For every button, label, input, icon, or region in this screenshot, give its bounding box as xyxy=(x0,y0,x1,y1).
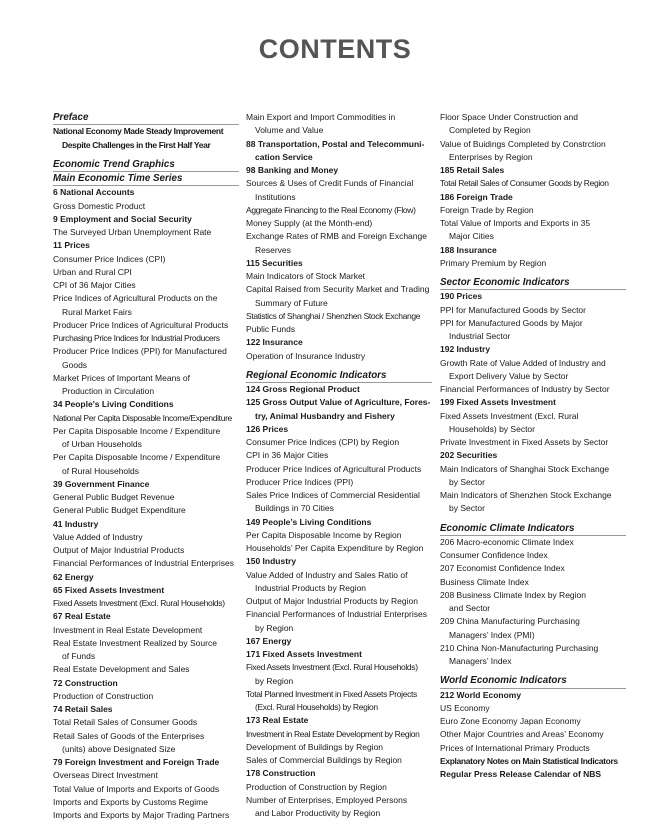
toc-entry: Growth Rate of Value Added of Industry and xyxy=(440,357,606,368)
toc-entry: Institutions xyxy=(255,191,296,202)
toc-entry: Investment in Real Estate Development xyxy=(53,624,203,635)
toc-entry: Retail Sales of Goods of the Enterprises xyxy=(53,730,205,741)
toc-entry: Public Funds xyxy=(246,324,296,334)
toc-chapter-entry: 62 Energy xyxy=(53,571,94,582)
toc-entry: Households’ Per Capita Expenditure by Region xyxy=(246,543,424,553)
toc-entry: Producer Price Indices of Agricultural Products xyxy=(53,319,229,330)
toc-entry: Value of Buidings Completed by Constrction xyxy=(440,138,606,149)
toc-entry: 210 China Non-Manufacturing Purchasing xyxy=(440,642,599,653)
toc-entry: Financial Performances of Industrial Enterprises xyxy=(246,609,427,620)
section-heading: Preface xyxy=(53,111,239,125)
toc-entry: Overseas Direct Investment xyxy=(53,770,158,781)
section-heading: Regional Economic Indicators xyxy=(246,369,432,383)
toc-entry: Financial Performances of Industrial Enterprises xyxy=(53,558,234,569)
toc-chapter-entry: 192 Industry xyxy=(440,344,491,355)
toc-entry: Producer Price Indices (PPI) xyxy=(246,476,354,487)
toc-entry: Capital Raised from Security Market and Trading xyxy=(246,284,430,295)
toc-entry: National Per Capita Disposable Income/Expenditure xyxy=(53,412,232,423)
toc-entry: Total Retail Sales of Consumer Goods by Region xyxy=(440,178,609,189)
toc-chapter-entry: 185 Retail Sales xyxy=(440,165,505,175)
toc-entry: 207 Economist Confidence Index xyxy=(440,563,565,574)
toc-entry: Export Delivery Value by Sector xyxy=(449,370,569,381)
toc-entry: General Public Budget Revenue xyxy=(53,492,175,502)
toc-entry: Primary Premium by Region xyxy=(440,257,547,268)
toc-entry: Investment in Real Estate Development by Region xyxy=(246,728,420,739)
toc-chapter-entry: Regular Press Release Calendar of NBS xyxy=(440,769,602,779)
toc-entry: 209 China Manufacturing Purchasing xyxy=(440,616,580,627)
toc-entry: of Funds xyxy=(62,651,96,661)
toc-chapter-entry: 11 Prices xyxy=(53,240,90,251)
toc-chapter-entry: 188 Insurance xyxy=(440,244,497,255)
toc-entry: Producer Price Indices (PPI) for Manufactured xyxy=(53,346,227,357)
toc-entry: (Excl. Rural Households) by Region xyxy=(255,702,378,712)
section-heading: World Economic Indicators xyxy=(440,674,626,688)
toc-entry: Main Indicators of Shenzhen Stock Exchange xyxy=(440,490,612,500)
toc-entry: and Labor Productivity by Region xyxy=(255,808,381,818)
toc-chapter-entry: 149 People’s Living Conditions xyxy=(246,516,372,527)
toc-entry: Imports and Exports by Major Trading Partners xyxy=(53,810,230,820)
toc-entry: Development of Buildings by Region xyxy=(246,741,384,752)
toc-entry: Exchange Rates of RMB and Foreign Exchange xyxy=(246,231,427,242)
toc-chapter-entry: 178 Construction xyxy=(246,768,316,779)
toc-entry: Industrial Products by Region xyxy=(255,582,367,593)
toc-entry: Consumer Confidence Index xyxy=(440,550,548,560)
toc-entry: General Public Budget Expenditure xyxy=(53,505,186,516)
toc-column-3 xyxy=(440,111,626,781)
toc-chapter-entry: 171 Fixed Assets Investment xyxy=(246,649,362,659)
toc-entry: CPI in 36 Major Cities xyxy=(246,450,329,461)
toc-entry: Fixed Assets Investment (Excl. Rural Households) xyxy=(246,662,418,673)
toc-entry: Production of Construction xyxy=(53,690,154,701)
toc-entry: The Surveyed Urban Unemployment Rate xyxy=(53,227,212,237)
toc-chapter-entry: 34 People’s Living Conditions xyxy=(53,399,174,410)
toc-chapter-entry: 115 Securities xyxy=(246,257,303,268)
toc-chapter-entry: 173 Real Estate xyxy=(246,715,309,726)
toc-chapter-entry: 167 Energy xyxy=(246,635,292,646)
toc-column-2 xyxy=(246,111,432,820)
toc-entry: by Sector xyxy=(449,503,485,514)
toc-chapter-entry: 126 Prices xyxy=(246,423,289,434)
section-heading: Economic Trend Graphics xyxy=(53,158,239,172)
toc-entry: Real Estate Investment Realized by Source xyxy=(53,637,217,648)
toc-entry: Euro Zone Economy Japan Economy xyxy=(440,716,581,726)
toc-entry: Foreign Trade by Region xyxy=(440,204,534,215)
toc-entry: Per Capita Disposable Income by Region xyxy=(246,529,402,540)
toc-chapter-entry: 124 Gross Regional Product xyxy=(246,384,360,394)
toc-chapter-entry: 98 Banking and Money xyxy=(246,165,339,175)
toc-entry: Urban and Rural CPI xyxy=(53,266,132,277)
toc-entry: Volume and Value xyxy=(255,125,324,136)
toc-entry: by Sector xyxy=(449,476,485,487)
toc-entry: (units) above Designated Size xyxy=(62,743,176,754)
toc-chapter-entry: 150 Industry xyxy=(246,556,297,567)
toc-chapter-entry: 199 Fixed Assets Investment xyxy=(440,397,556,408)
toc-entry: Number of Enterprises, Employed Persons xyxy=(246,794,408,805)
toc-chapter-entry: 190 Prices xyxy=(440,291,483,302)
toc-column-1 xyxy=(53,111,239,822)
toc-entry: CPI of 36 Major Cities xyxy=(53,280,136,290)
toc-entry: Households) by Sector xyxy=(449,423,535,434)
toc-entry: Total Value of Imports and Exports in 35 xyxy=(440,218,591,228)
toc-chapter-entry: 202 Securities xyxy=(440,450,498,461)
toc-entry: Real Estate Development and Sales xyxy=(53,664,190,675)
toc-entry: Sales of Commercial Buildings by Region xyxy=(246,755,402,765)
toc-entry: Production of Construction by Region xyxy=(246,781,387,792)
toc-entry: Per Capita Disposable Income / Expenditure xyxy=(53,452,221,463)
toc-entry: Sources & Uses of Credit Funds of Financial xyxy=(246,178,414,189)
toc-entry: by Region xyxy=(255,622,294,633)
toc-entry: 208 Business Climate Index by Region xyxy=(440,589,586,600)
toc-entry: Sales Price Indices of Commercial Residential xyxy=(246,490,420,500)
section-heading: Main Economic Time Series xyxy=(53,172,239,186)
toc-entry: Fixed Assets Investment (Excl. Rural Households) xyxy=(53,598,225,608)
toc-entry: Buildings in 70 Cities xyxy=(255,503,334,514)
toc-entry: Market Prices of Important Means of xyxy=(53,372,190,383)
toc-entry: Enterprises by Region xyxy=(449,151,533,162)
toc-entry: of Urban Households xyxy=(62,439,142,449)
toc-entry: PPI for Manufactured Goods by Sector xyxy=(440,304,586,315)
toc-entry: PPI for Manufactured Goods by Major xyxy=(440,317,583,328)
toc-entry: Operation of Insurance Industry xyxy=(246,350,366,361)
toc-entry: Money Supply (at the Month-end) xyxy=(246,218,373,228)
toc-chapter-entry: 74 Retail Sales xyxy=(53,704,113,714)
toc-chapter-entry: Explanatory Notes on Main Statistical Indicators xyxy=(440,755,618,766)
toc-chapter-entry: try, Animal Husbandry and Fishery xyxy=(255,410,395,421)
toc-chapter-entry: 6 National Accounts xyxy=(53,187,135,198)
toc-entry: Fixed Assets Investment (Excl. Rural xyxy=(440,410,579,421)
toc-entry: Goods xyxy=(62,359,88,370)
toc-entry: Output of Major Industrial Products by Region xyxy=(246,596,418,606)
toc-entry: Managers’ Index (PMI) xyxy=(449,629,535,640)
toc-chapter-entry: 72 Construction xyxy=(53,677,118,688)
toc-chapter-entry: 39 Government Finance xyxy=(53,478,150,489)
toc-entry: Total Planned Investment in Fixed Assets Projects xyxy=(246,688,417,699)
toc-entry: Main Indicators of Stock Market xyxy=(246,271,366,281)
toc-chapter-entry: Despite Challenges in the First Half Year xyxy=(62,139,211,150)
toc-chapter-entry: 9 Employment and Social Security xyxy=(53,213,192,224)
toc-chapter-entry: 122 Insurance xyxy=(246,337,303,348)
toc-entry: Output of Major Industrial Products xyxy=(53,545,185,555)
toc-entry: Value Added of Industry and Sales Ratio of xyxy=(246,569,408,580)
toc-entry: Gross Domestic Product xyxy=(53,200,146,211)
toc-entry: Price Indices of Agricultural Products on the xyxy=(53,293,218,304)
toc-entry: Main Export and Import Commodities in xyxy=(246,112,396,122)
toc-entry: by Region xyxy=(255,675,294,686)
toc-entry: Consumer Price Indices (CPI) by Region xyxy=(246,437,400,447)
page-title: CONTENTS xyxy=(258,34,412,64)
toc-chapter-entry: 67 Real Estate xyxy=(53,611,111,622)
toc-chapter-entry: 212 World Economy xyxy=(440,689,522,700)
toc-entry: Value Added of Industry xyxy=(53,531,143,542)
toc-chapter-entry: 125 Gross Output Value of Agriculture, Fores- xyxy=(246,397,431,408)
section-heading: Economic Climate Indicators xyxy=(440,522,626,536)
toc-chapter-entry: 65 Fixed Assets Investment xyxy=(53,584,165,595)
toc-entry: Producer Price Indices of Agricultural Products xyxy=(246,463,422,474)
toc-chapter-entry: 41 Industry xyxy=(53,518,99,529)
toc-entry: Floor Space Under Construction and xyxy=(440,112,578,122)
toc-entry: Summary of Future xyxy=(255,297,328,308)
toc-entry: Managers’ Index xyxy=(449,656,512,666)
toc-chapter-entry: 88 Transportation, Postal and Telecommuni- xyxy=(246,138,425,149)
section-heading: Sector Economic Indicators xyxy=(440,276,626,290)
toc-entry: and Sector xyxy=(449,603,491,613)
toc-entry: Financial Performances of Industry by Sector xyxy=(440,384,610,394)
toc-entry: 206 Macro-economic Climate Index xyxy=(440,536,574,547)
toc-entry: Other Major Countries and Areas’ Economy xyxy=(440,729,604,740)
toc-entry: Per Capita Disposable Income / Expenditure xyxy=(53,425,221,436)
toc-entry: Private Investment in Fixed Assets by Sector xyxy=(440,437,609,447)
toc-entry: Production in Circulation xyxy=(62,386,155,396)
toc-entry: US Economy xyxy=(440,702,490,713)
toc-entry: Main Indicators of Shanghai Stock Exchange xyxy=(440,463,610,474)
toc-entry: Aggregate Financing to the Real Economy (Flow) xyxy=(246,204,416,215)
toc-entry: Reserves xyxy=(255,244,291,255)
toc-entry: Total Retail Sales of Consumer Goods xyxy=(53,717,198,728)
toc-entry: Total Value of Imports and Exports of Goods xyxy=(53,783,220,794)
toc-entry: Completed by Region xyxy=(449,125,531,136)
toc-entry: Consumer Price Indices (CPI) xyxy=(53,253,166,264)
toc-entry: Imports and Exports by Customs Regime xyxy=(53,796,208,807)
toc-entry: Rural Market Fairs xyxy=(62,306,132,317)
toc-entry: Industrial Sector xyxy=(449,331,511,341)
toc-chapter-entry: 186 Foreign Trade xyxy=(440,191,513,202)
toc-entry: Statistics of Shanghai / Shenzhen Stock Exchange xyxy=(246,310,421,321)
toc-entry: Prices of International Primary Products xyxy=(440,742,590,753)
toc-entry: Major Cities xyxy=(449,231,494,242)
toc-chapter-entry: cation Service xyxy=(255,151,313,162)
toc-entry: Purchasing Price Indices for Industrial Producers xyxy=(53,333,220,343)
toc-entry: of Rural Households xyxy=(62,465,140,476)
toc-entry: Business Climate Index xyxy=(440,576,529,587)
toc-chapter-entry: National Economy Made Steady Improvement xyxy=(53,126,224,137)
toc-chapter-entry: 79 Foreign Investment and Foreign Trade xyxy=(53,757,220,767)
